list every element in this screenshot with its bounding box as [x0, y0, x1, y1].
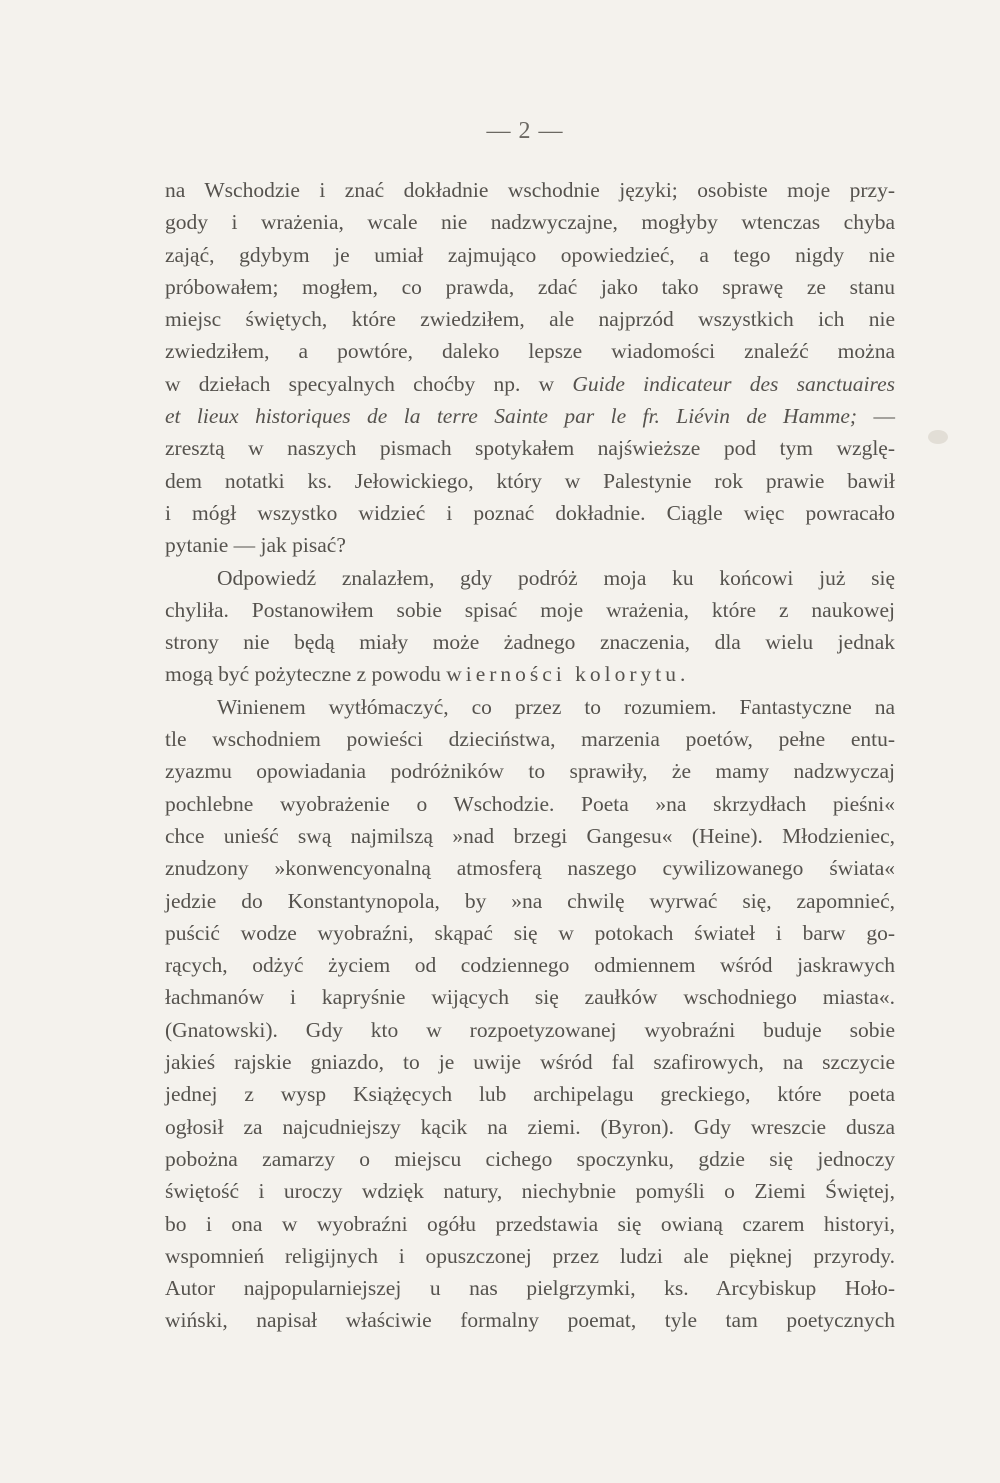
italic-title: et lieux historiques de la terre Sainte par le fr. Liévin de Hamme; [165, 404, 858, 429]
paragraph-start-line: Winienem wytłómaczyć, co przez to rozumiem. Fantastyczne na [217, 694, 895, 719]
text-line: gody i wrażenia, wcale nie nadzwyczajne, mogłyby wtenczas chyba [165, 210, 895, 235]
spaced-emphasis: wierności kolorytu [446, 662, 681, 687]
text-line: zwiedziłem, a powtóre, daleko lepsze wiadomości znaleźć można [165, 339, 895, 364]
text-line: dem notatki ks. Jełowickiego, który w Palestynie rok prawie bawił [165, 468, 895, 493]
text-line: znudzony »konwencyonalną atmosferą naszego cywilizowanego świata« [165, 856, 895, 881]
text-line: jednej z wysp Książęcych lub archipelagu greckiego, które poeta [165, 1082, 895, 1107]
text-line: chyliła. Postanowiłem sobie spisać moje wrażenia, które z naukowej [165, 597, 895, 622]
text-line: wspomnień religijnych i opuszczonej przez ludzi ale pięknej przyrody. [165, 1243, 895, 1268]
text-line: (Gnatowski). Gdy kto w rozpoetyzowanej wyobraźni buduje sobie [165, 1017, 895, 1042]
paper-stain [928, 430, 948, 444]
text-line: chce unieść swą najmilszą »nad brzegi Gangesu« (Heine). Młodzieniec, [165, 823, 895, 848]
text-line: rących, odżyć życiem od codziennego odmiennem wśród jaskrawych [165, 953, 895, 978]
text-line: pochlebne wyobrażenie o Wschodzie. Poeta »na skrzydłach pieśni« [165, 791, 895, 816]
text-line: próbowałem; mogłem, co prawda, zdać jako tako sprawę ze stanu [165, 274, 895, 299]
text-line: mogą być pożyteczne z powodu wierności kolorytu. [165, 662, 686, 687]
text-line: zyazmu opowiadania podróżników to sprawiły, że mamy nadzwyczaj [165, 759, 895, 784]
text-line: strony nie będą miały może żadnego znaczenia, dla wielu jednak [165, 630, 895, 655]
text-line: zająć, gdybym je umiał zajmująco opowiedzieć, a tego nigdy nie [165, 242, 895, 267]
page-number: — 2 — [486, 118, 564, 144]
text-line: miejsc świętych, które zwiedziłem, ale najprzód wszystkich ich nie [165, 307, 895, 332]
text-line: świętość i uroczy wdzięk natury, niechybnie pomyśli o Ziemi Świętej, [165, 1179, 895, 1204]
text-line: i mógł wszystko widzieć i poznać dokładnie. Ciągle więc powracało [165, 500, 895, 525]
text-line: et lieux historiques de la terre Sainte par le fr. Liévin de Hamme; — [165, 404, 896, 429]
italic-title: Guide indicateur des sanctuaires [572, 371, 895, 396]
text-line: jakieś rajskie gniazdo, to je uwije wśród fal szafirowych, na szczycie [165, 1050, 895, 1075]
text-line: tle wschodniem powieści dzieciństwa, marzenia poetów, pełne entu- [165, 727, 895, 752]
text-line: łachmanów i kapryśnie wijących się zaułków wschodniego miasta«. [165, 985, 895, 1010]
text-line: ogłosił za najcudniejszy kącik na ziemi. (Byron). Gdy wreszcie dusza [165, 1114, 895, 1139]
text-line: puścić wodze wyobraźni, skąpać się w potokach świateł i barw go- [165, 920, 895, 945]
text-line: wiński, napisał właściwie formalny poemat, tyle tam poetycznych [165, 1308, 895, 1333]
body-text [165, 174, 895, 1337]
text-line: bo i ona w wyobraźni ogółu przedstawia się owianą czarem historyi, [165, 1211, 895, 1236]
paragraph-start-line: Odpowiedź znalazłem, gdy podróż moja ku końcowi już się [217, 565, 895, 590]
text-line: pytanie — jak pisać? [165, 533, 346, 558]
text-line: na Wschodzie i znać dokładnie wschodnie języki; osobiste moje przy- [165, 178, 895, 202]
text-line: w dziełach specyalnych choćby np. w Guide indicateur des sanctuaires [165, 371, 895, 396]
text-line: jedzie do Konstantynopola, by »na chwilę wyrwać się, zapomnieć, [165, 888, 895, 913]
text-line: Autor najpopularniejszej u nas pielgrzymki, ks. Arcybiskup Hoło- [165, 1276, 895, 1301]
text-line: zresztą w naszych pismach spotykałem najświeższe pod tym wzglę- [165, 436, 895, 461]
text-line: pobożna zamarzy o miejscu cichego spoczynku, gdzie się jednoczy [165, 1146, 895, 1171]
